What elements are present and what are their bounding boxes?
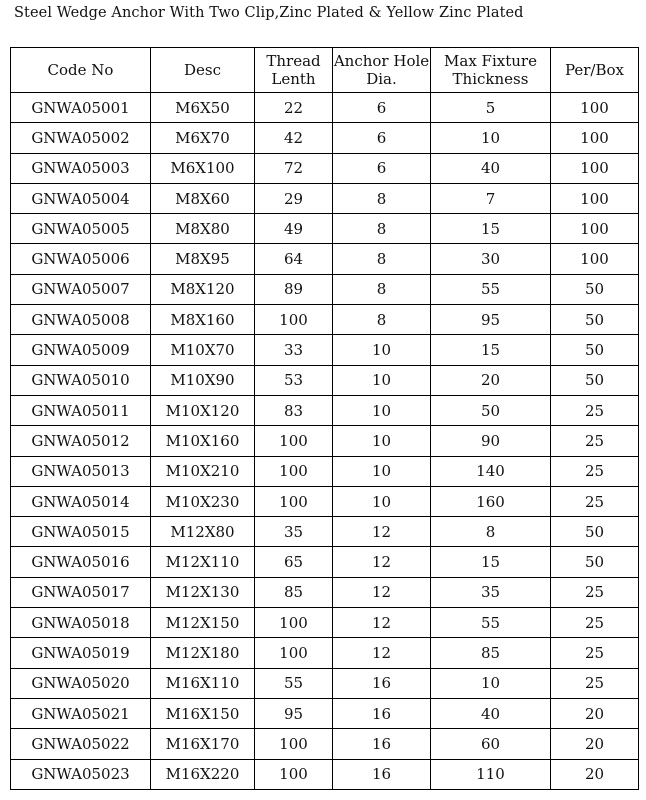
header-thread-length-line2: Lenth [271,70,316,88]
code-no-cell: GNWA05019 [11,638,151,668]
thread-length-cell: 42 [255,123,333,153]
desc-cell: M10X70 [151,335,255,365]
thread-length-cell: 89 [255,274,333,304]
desc-cell: M10X120 [151,395,255,425]
header-row [11,48,639,93]
table-row [11,759,639,789]
desc-cell: M8X95 [151,244,255,274]
thread-length-cell: 83 [255,395,333,425]
header-anchor-hole-dia-line2: Dia. [366,70,397,88]
desc-cell: M6X70 [151,123,255,153]
anchor-hole-dia-cell: 10 [333,335,431,365]
code-no-cell: GNWA05009 [11,335,151,365]
code-no-cell: GNWA05003 [11,153,151,183]
code-no-cell: GNWA05018 [11,608,151,638]
table-body [11,93,639,790]
max-fixture-thickness-cell: 10 [431,123,551,153]
max-fixture-thickness-cell: 15 [431,547,551,577]
per-box-cell: 50 [551,274,639,304]
code-no-cell: GNWA05010 [11,365,151,395]
anchor-hole-dia-cell: 6 [333,153,431,183]
code-no-cell: GNWA05007 [11,274,151,304]
per-box-cell: 100 [551,153,639,183]
per-box-cell: 25 [551,456,639,486]
desc-cell: M10X230 [151,486,255,516]
code-no-cell: GNWA05020 [11,668,151,698]
code-no-cell: GNWA05004 [11,183,151,213]
header-code-no-label: Code No [47,61,114,79]
header-max-fixture-thickness-line1: Max Fixture [444,52,537,70]
anchor-hole-dia-cell: 8 [333,183,431,213]
table-row [11,517,639,547]
code-no-cell: GNWA05005 [11,214,151,244]
desc-cell: M12X150 [151,608,255,638]
table-row [11,93,639,123]
max-fixture-thickness-cell: 50 [431,395,551,425]
thread-length-cell: 100 [255,729,333,759]
table-row [11,335,639,365]
max-fixture-thickness-cell: 60 [431,729,551,759]
code-no-cell: GNWA05012 [11,426,151,456]
anchor-hole-dia-cell: 10 [333,365,431,395]
header-anchor-hole-dia-line1: Anchor Hole [333,52,430,70]
desc-cell: M10X90 [151,365,255,395]
anchor-hole-dia-cell: 12 [333,608,431,638]
code-no-cell: GNWA05014 [11,486,151,516]
thread-length-cell: 95 [255,698,333,728]
anchor-hole-dia-cell: 16 [333,698,431,728]
per-box-cell: 100 [551,244,639,274]
header-max-fixture-thickness [431,48,551,93]
anchor-hole-dia-cell: 16 [333,668,431,698]
table-row [11,729,639,759]
thread-length-cell: 100 [255,638,333,668]
header-desc-label: Desc [183,61,221,79]
table-row [11,668,639,698]
per-box-cell: 50 [551,335,639,365]
table-row [11,274,639,304]
per-box-cell: 25 [551,395,639,425]
anchor-hole-dia-cell: 8 [333,214,431,244]
max-fixture-thickness-cell: 160 [431,486,551,516]
desc-cell: M6X50 [151,93,255,123]
code-no-cell: GNWA05006 [11,244,151,274]
per-box-cell: 20 [551,698,639,728]
anchor-hole-dia-cell: 12 [333,638,431,668]
header-per-box [551,48,639,93]
per-box-cell: 25 [551,638,639,668]
max-fixture-thickness-cell: 15 [431,335,551,365]
table-row [11,426,639,456]
code-no-cell: GNWA05017 [11,577,151,607]
max-fixture-thickness-cell: 110 [431,759,551,789]
code-no-cell: GNWA05011 [11,395,151,425]
thread-length-cell: 49 [255,214,333,244]
header-code-no [11,48,151,93]
desc-cell: M16X170 [151,729,255,759]
desc-cell: M10X210 [151,456,255,486]
max-fixture-thickness-cell: 30 [431,244,551,274]
header-thread-length [255,48,333,93]
thread-length-cell: 100 [255,456,333,486]
thread-length-cell: 33 [255,335,333,365]
anchor-hole-dia-cell: 10 [333,426,431,456]
table-row [11,153,639,183]
max-fixture-thickness-cell: 5 [431,93,551,123]
per-box-cell: 25 [551,577,639,607]
thread-length-cell: 53 [255,365,333,395]
desc-cell: M6X100 [151,153,255,183]
code-no-cell: GNWA05023 [11,759,151,789]
header-desc [151,48,255,93]
code-no-cell: GNWA05015 [11,517,151,547]
desc-cell: M8X60 [151,183,255,213]
table-row [11,577,639,607]
anchor-hole-dia-cell: 12 [333,577,431,607]
thread-length-cell: 65 [255,547,333,577]
code-no-cell: GNWA05008 [11,305,151,335]
anchor-hole-dia-cell: 10 [333,395,431,425]
max-fixture-thickness-cell: 15 [431,214,551,244]
thread-length-cell: 85 [255,577,333,607]
table-row [11,486,639,516]
desc-cell: M12X180 [151,638,255,668]
table-row [11,305,639,335]
thread-length-cell: 100 [255,305,333,335]
desc-cell: M16X220 [151,759,255,789]
per-box-cell: 50 [551,547,639,577]
per-box-cell: 25 [551,486,639,516]
code-no-cell: GNWA05002 [11,123,151,153]
desc-cell: M8X120 [151,274,255,304]
anchor-hole-dia-cell: 6 [333,123,431,153]
anchor-hole-dia-cell: 6 [333,93,431,123]
thread-length-cell: 100 [255,426,333,456]
desc-cell: M12X110 [151,547,255,577]
thread-length-cell: 100 [255,486,333,516]
per-box-cell: 25 [551,668,639,698]
anchor-hole-dia-cell: 12 [333,517,431,547]
max-fixture-thickness-cell: 40 [431,698,551,728]
table-row [11,214,639,244]
desc-cell: M12X80 [151,517,255,547]
header-thread-length-line1: Thread [266,52,321,70]
max-fixture-thickness-cell: 8 [431,517,551,547]
per-box-cell: 100 [551,93,639,123]
table-row [11,244,639,274]
desc-cell: M8X80 [151,214,255,244]
table-row [11,365,639,395]
anchor-hole-dia-cell: 16 [333,759,431,789]
per-box-cell: 20 [551,759,639,789]
thread-length-cell: 100 [255,759,333,789]
header-anchor-hole-dia [333,48,431,93]
table-row [11,547,639,577]
per-box-cell: 50 [551,365,639,395]
max-fixture-thickness-cell: 95 [431,305,551,335]
anchor-hole-dia-cell: 10 [333,486,431,516]
table-row [11,638,639,668]
header-per-box-label: Per/Box [564,61,625,79]
per-box-cell: 100 [551,183,639,213]
max-fixture-thickness-cell: 20 [431,365,551,395]
per-box-cell: 25 [551,608,639,638]
max-fixture-thickness-cell: 85 [431,638,551,668]
thread-length-cell: 35 [255,517,333,547]
thread-length-cell: 100 [255,608,333,638]
max-fixture-thickness-cell: 7 [431,183,551,213]
anchor-hole-dia-cell: 8 [333,274,431,304]
table-row [11,183,639,213]
max-fixture-thickness-cell: 10 [431,668,551,698]
per-box-cell: 50 [551,305,639,335]
table-row [11,608,639,638]
code-no-cell: GNWA05016 [11,547,151,577]
code-no-cell: GNWA05001 [11,93,151,123]
anchor-hole-dia-cell: 10 [333,456,431,486]
thread-length-cell: 64 [255,244,333,274]
desc-cell: M16X110 [151,668,255,698]
max-fixture-thickness-cell: 35 [431,577,551,607]
per-box-cell: 20 [551,729,639,759]
max-fixture-thickness-cell: 90 [431,426,551,456]
table-row [11,456,639,486]
per-box-cell: 25 [551,426,639,456]
thread-length-cell: 72 [255,153,333,183]
table-row [11,395,639,425]
anchor-hole-dia-cell: 12 [333,547,431,577]
max-fixture-thickness-cell: 55 [431,274,551,304]
thread-length-cell: 55 [255,668,333,698]
max-fixture-thickness-cell: 55 [431,608,551,638]
code-no-cell: GNWA05021 [11,698,151,728]
desc-cell: M12X130 [151,577,255,607]
product-table [10,47,639,790]
per-box-cell: 100 [551,123,639,153]
code-no-cell: GNWA05022 [11,729,151,759]
code-no-cell: GNWA05013 [11,456,151,486]
document-title: Steel Wedge Anchor With Two Clip,Zinc Plated & Yellow Zinc Plated [14,5,524,21]
desc-cell: M16X150 [151,698,255,728]
anchor-hole-dia-cell: 16 [333,729,431,759]
per-box-cell: 100 [551,214,639,244]
desc-cell: M10X160 [151,426,255,456]
anchor-hole-dia-cell: 8 [333,305,431,335]
thread-length-cell: 29 [255,183,333,213]
max-fixture-thickness-cell: 140 [431,456,551,486]
header-max-fixture-thickness-line2: Thickness [452,70,529,88]
anchor-hole-dia-cell: 8 [333,244,431,274]
max-fixture-thickness-cell: 40 [431,153,551,183]
per-box-cell: 50 [551,517,639,547]
table-header [11,48,639,93]
table-row [11,123,639,153]
desc-cell: M8X160 [151,305,255,335]
thread-length-cell: 22 [255,93,333,123]
table-row [11,698,639,728]
